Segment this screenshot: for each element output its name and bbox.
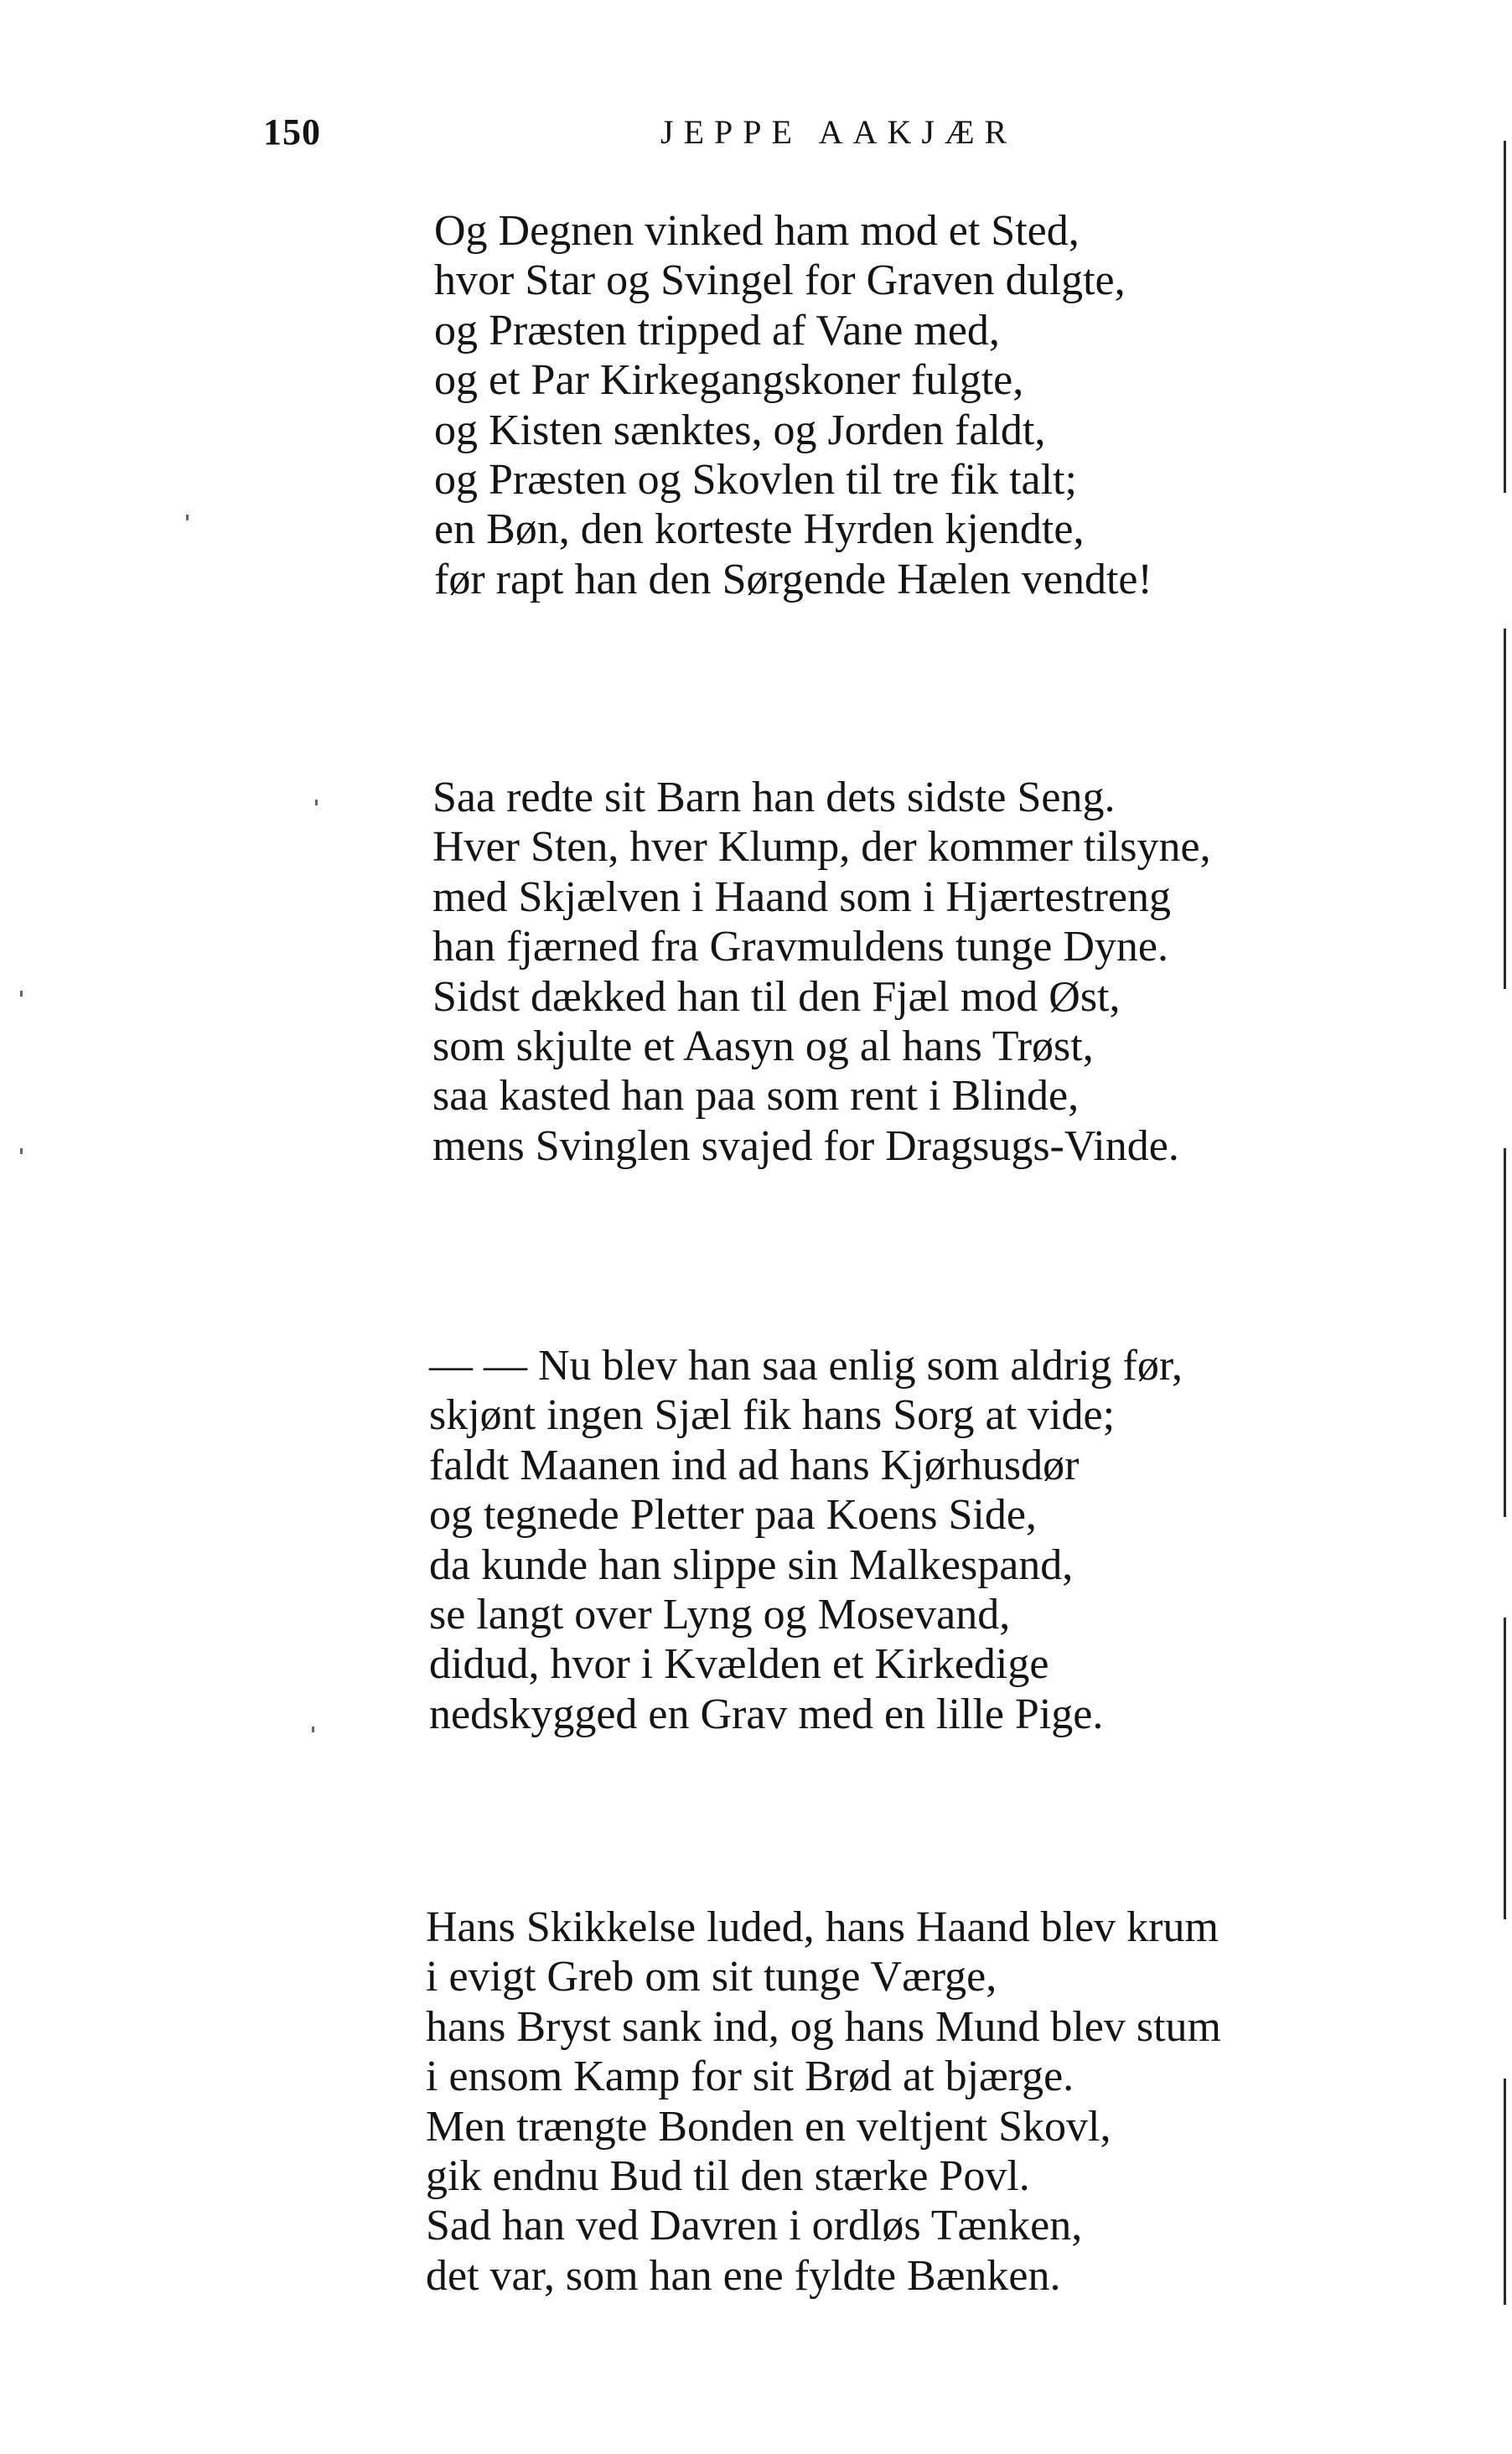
- verse-line: mens Svinglen svajed for Dragsugs-Vinde.: [432, 1121, 1179, 1170]
- scan-speck: [186, 515, 189, 520]
- scan-speck: [315, 800, 318, 805]
- scan-edge-line: [1504, 2079, 1506, 2305]
- verse-line: og et Par Kirkegangskoner fulgte,: [434, 356, 1024, 405]
- verse-line: en Bøn, den korteste Hyrden kjendte,: [434, 505, 1085, 554]
- stanza-1: [434, 206, 1152, 604]
- running-head: JEPPE AAKJÆR: [660, 113, 1017, 151]
- page-number: 150: [263, 111, 321, 153]
- verse-line: før rapt han den Sørgende Hælen vendte!: [434, 555, 1152, 603]
- verse-line: med Skjælven i Haand som i Hjærtestreng: [432, 872, 1172, 921]
- stanza-2: [432, 773, 1211, 1171]
- scan-speck: [20, 991, 23, 997]
- verse-line: nedskygged en Grav med en lille Pige.: [429, 1690, 1104, 1738]
- scan-speck: [20, 1148, 23, 1154]
- verse-line: han fjærned fra Gravmuldens tunge Dyne.: [432, 923, 1168, 971]
- verse-line: Hans Skikkelse luded, hans Haand blev krum: [426, 1903, 1219, 1951]
- verse-line: Men trængte Bonden en veltjent Skovl,: [426, 2102, 1111, 2151]
- verse-line: faldt Maanen ind ad hans Kjørhusdør: [429, 1441, 1080, 1489]
- verse-line: Sad han ved Davren i ordløs Tænken,: [426, 2202, 1083, 2250]
- verse-line: hvor Star og Svingel for Graven dulgte,: [434, 256, 1126, 305]
- verse-line: — — Nu blev han saa enlig som aldrig før,: [429, 1342, 1183, 1390]
- verse-line: skjønt ingen Sjæl fik hans Sorg at vide;: [429, 1391, 1116, 1440]
- verse-line: og Præsten og Skovlen til tre fik talt;: [434, 456, 1077, 505]
- scan-speck: [312, 1727, 314, 1732]
- verse-line: som skjulte et Aasyn og al hans Trøst,: [432, 1022, 1094, 1071]
- verse-line: og Præsten tripped af Vane med,: [434, 306, 1000, 355]
- scan-edge-line: [1504, 1148, 1506, 1517]
- verse-line: og Kisten sænktes, og Jorden faldt,: [434, 406, 1046, 454]
- verse-line: hans Bryst sank ind, og hans Mund blev stum: [426, 2002, 1221, 2051]
- verse-line: didud, hvor i Kvælden et Kirkedige: [429, 1640, 1049, 1689]
- scan-edge-line: [1504, 629, 1506, 989]
- verse-line: gik endnu Bud til den stærke Povl.: [426, 2152, 1030, 2201]
- verse-line: Og Degnen vinked ham mod et Sted,: [434, 207, 1080, 255]
- verse-line: da kunde han slippe sin Malkespand,: [429, 1540, 1074, 1589]
- scan-edge-line: [1504, 141, 1506, 493]
- verse-line: Hver Sten, hver Klump, der kommer tilsyne,: [432, 823, 1211, 872]
- verse-line: i evigt Greb om sit tunge Værge,: [426, 1953, 997, 2001]
- verse-line: se langt over Lyng og Mosevand,: [429, 1591, 1011, 1639]
- verse-line: i ensom Kamp for sit Brød at bjærge.: [426, 2053, 1074, 2101]
- verse-line: Saa redte sit Barn han dets sidste Seng.: [432, 774, 1116, 821]
- verse-line: det var, som han ene fyldte Bænken.: [426, 2251, 1061, 2300]
- scan-edge-line: [1504, 1618, 1506, 1919]
- verse-line: Sidst dækked han til den Fjæl mod Øst,: [432, 972, 1121, 1021]
- verse-line: saa kasted han paa som rent i Blinde,: [432, 1072, 1080, 1121]
- verse-line: og tegnede Pletter paa Koens Side,: [429, 1491, 1037, 1540]
- stanza-3: [429, 1341, 1183, 1739]
- stanza-4: [426, 1903, 1221, 2301]
